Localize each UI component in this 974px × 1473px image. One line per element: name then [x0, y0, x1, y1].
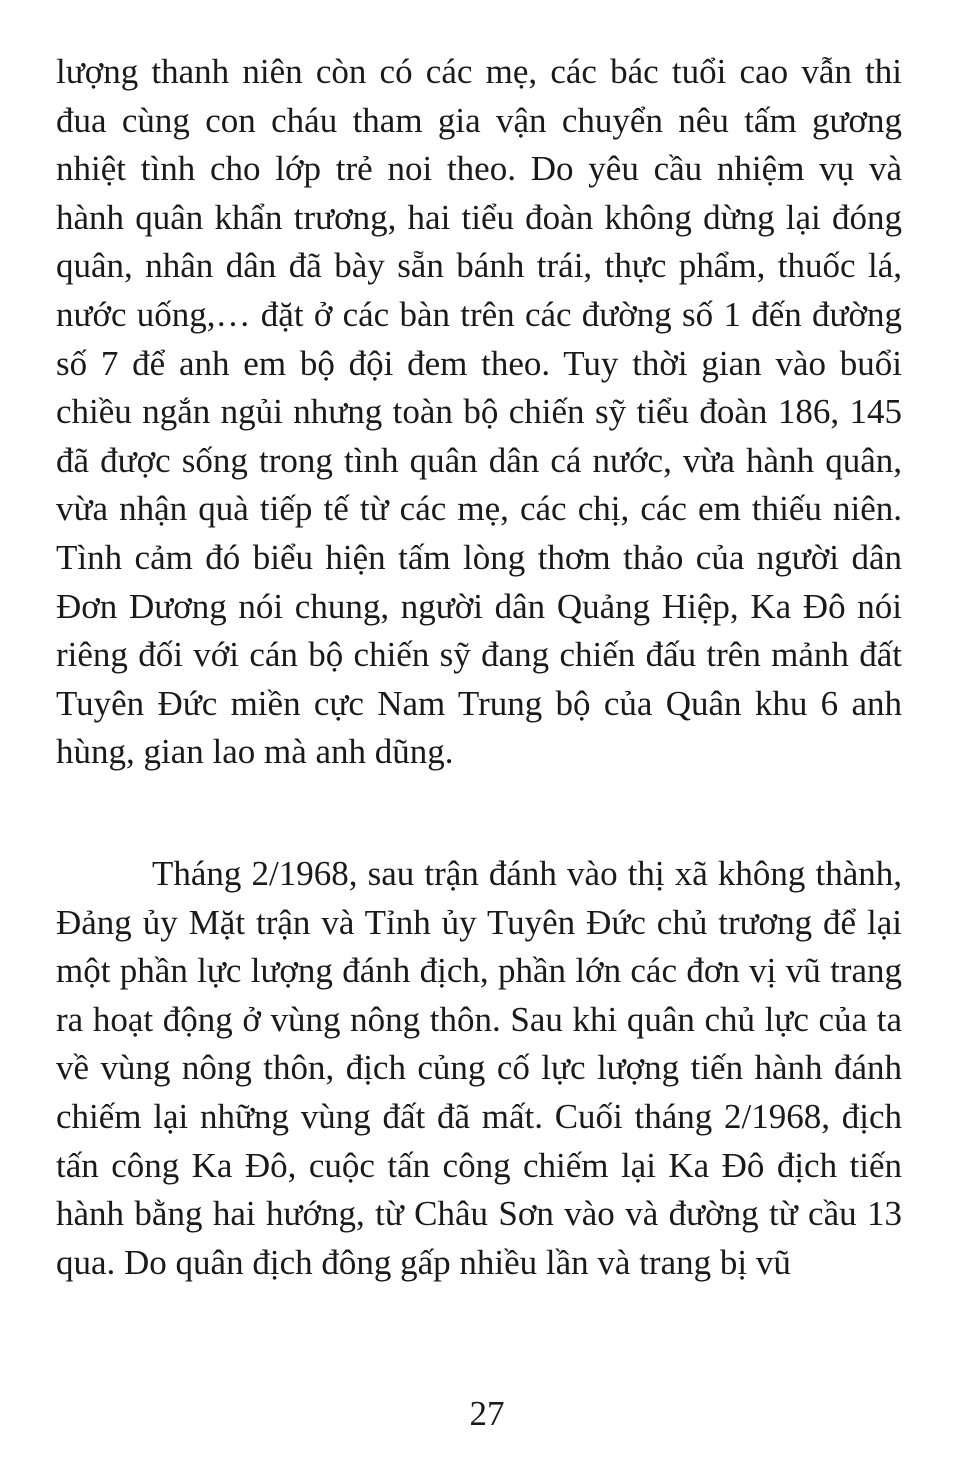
body-paragraph-2: Tháng 2/1968, sau trận đánh vào thị xã không thành, Đảng ủy Mặt trận và Tỉnh ủy Tuyên Đức chủ trương để lại một phần lực lượng đánh địch, phần lớn các đơn vị vũ trang ra hoạt động ở vùng nông thôn. Sau khi quân chủ lực của ta về vùng nông thôn, địch củng cố lực lượng tiến hành đánh chiếm lại những vùng đất đã mất. Cuối tháng 2/1968, địch tấn công Ka Đô, cuộc tấn công chiếm lại Ka Đô địch tiến hành bằng hai hướng, từ Châu Sơn vào và đường từ cầu 13 qua. Do quân địch đông gấp nhiều lần và trang bị vũ: [56, 854, 902, 1282]
body-paragraph-1: lượng thanh niên còn có các mẹ, các bác tuổi cao vẫn thi đua cùng con cháu tham gia vận chuyển nêu tấm gương nhiệt tình cho lớp trẻ noi theo. Do yêu cầu nhiệm vụ và hành quân khẩn trương, hai tiểu đoàn không dừng lại đóng quân, nhân dân đã bày sẵn bánh trái, thực phẩm, thuốc lá, nước uống,… đặt ở các bàn trên các đường số 1 đến đường số 7 để anh em bộ đội đem theo. Tuy thời gian vào buổi chiều ngắn ngủi nhưng toàn bộ chiến sỹ tiểu đoàn 186, 145 đã được sống trong tình quân dân cá nước, vừa hành quân, vừa nhận quà tiếp tế từ các mẹ, các chị, các em thiếu niên. Tình cảm đó biểu hiện tấm lòng thơm thảo của người dân Đơn Dương nói chung, người dân Quảng Hiệp, Ka Đô nói riêng đối với cán bộ chiến sỹ đang chiến đấu trên mảnh đất Tuyên Đức miền cực Nam Trung bộ của Quân khu 6 anh hùng, gian lao mà anh dũng.: [56, 52, 902, 772]
page-number: 27: [469, 1394, 505, 1433]
